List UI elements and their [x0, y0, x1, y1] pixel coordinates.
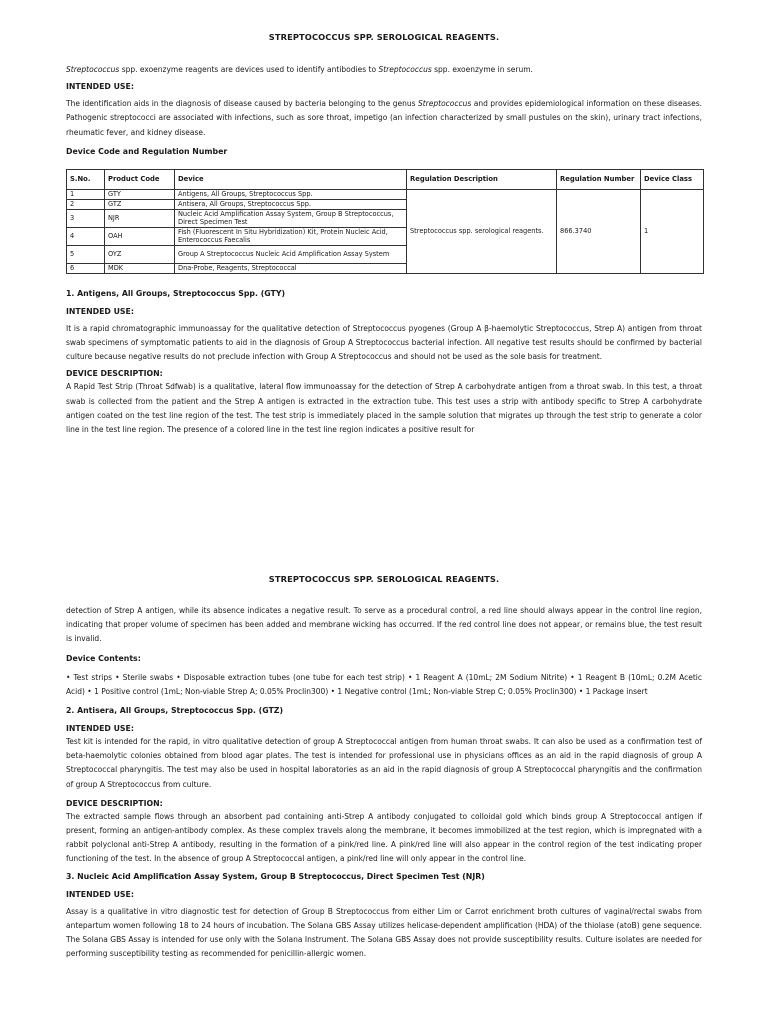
section-1-intended-use: It is a rapid chromatographic immunoassay for the qualitative detection of Streptococcus pyogenes (Group A β-haemolytic Streptococcus, Strep A) antigen from throat swab specimens of symptomatic patients to aid in the diagnosis of Group A Streptococcus bacterial infection. All negative test results should be confirmed by bacterial culture because negative results do not preclude infection with Group A Streptococcus and should not be used as the sole basis for treatment.	[66, 323, 702, 362]
cell-code: OAH	[105, 227, 175, 245]
intended-use-paragraph	[66, 97, 702, 140]
cell-device-class: 1	[641, 189, 704, 273]
cell-device: Antisera, All Groups, Streptococcus Spp.	[175, 199, 407, 209]
cell-sno: 6	[67, 263, 105, 273]
intro-paragraph	[66, 63, 702, 77]
cell-code: GTY	[105, 189, 175, 199]
section-1-description-part-2: detection of Strep A antigen, while its absence indicates a negative result. To serve as a procedural control, a red line should always appear in the control line region, indicating that proper volume of specimen has been added and membrane wicking has occurred. If the red control line does not appear, or remains blue, the test result is invalid.	[66, 606, 702, 644]
table-header-row	[67, 169, 704, 189]
cell-code: MDK	[105, 263, 175, 273]
header-device: Device	[175, 169, 407, 189]
section-3-intended-use: Assay is a qualitative in vitro diagnostic test for detection of Group B Streptococcus from either Lim or Carrot enrichment broth cultures of vaginal/rectal swabs from antepartum women following 18 to 24 hours of incubation. The Solana GBS Assay utilizes helicase-dependent amplification (HDA) of the thiolase (atoB) gene sequence. The Solana GBS Assay is intended for use only with the Solana Instrument. The Solana GBS Assay does not provide susceptibility results. Culture isolates are needed for performing susceptibility testing as recommended for penicillin-allergic women.	[66, 906, 702, 959]
page-1	[0, 0, 768, 500]
page-title: STREPTOCOCCUS SPP. SEROLOGICAL REAGENTS.	[268, 32, 500, 42]
intended-use-text-2: and provides epidemiological information on these diseases. Pathogenic streptococci are associated with infections, such as sore throat, impetigo (an infection characterized by small pustules on the skin), urinary tract infections, rheumatic fever, and kidney disease.	[66, 99, 702, 137]
cell-sno: 1	[67, 189, 105, 199]
page-2	[0, 560, 768, 1024]
section-3-heading: 3. Nucleic Acid Amplification Assay System, Group B Streptococcus, Direct Specimen Test (NJR)	[66, 871, 485, 881]
intro-italic-genus: Streptococcus	[66, 65, 120, 74]
header-product-code: Product Code	[105, 169, 175, 189]
section-1-intended-use-heading: INTENDED USE:	[66, 306, 134, 316]
intended-use-text-1: The identification aids in the diagnosis of disease caused by bacteria belonging to the genus	[66, 99, 418, 109]
section-1-contents-heading: Device Contents:	[66, 653, 141, 663]
cell-device: Dna-Probe, Reagents, Streptococcal	[175, 263, 407, 273]
cell-code: NJR	[105, 209, 175, 227]
section-2-intended-use-heading: INTENDED USE:	[66, 724, 134, 734]
cell-sno: 5	[67, 245, 105, 263]
intro-text-2: spp. exoenzyme in serum.	[431, 65, 533, 74]
cell-device: Antigens, All Groups, Streptococcus Spp.	[175, 189, 407, 199]
section-1-contents: • Test strips • Sterile swabs • Disposable extraction tubes (one tube for each test strip) • 1 Reagent A (10mL; 2M Sodium Nitrite) • 1 Reagent B (10mL; 0.2M Acetic Acid) • 1 Positive control (1mL; Non-viable Strep A; 0.05% Proclin300) • 1 Negative control (1mL; Non-viable Strep C; 0.05% Proclin300) • 1 Package insert	[66, 672, 702, 696]
cell-device: Fish (Fluorescent In Situ Hybridization) Kit, Protein Nucleic Acid, Enterococcus Faecalis	[175, 227, 407, 245]
header-sno: S.No.	[67, 169, 105, 189]
section-2-heading: 2. Antisera, All Groups, Streptococcus Spp. (GTZ)	[66, 706, 284, 716]
intended-use-heading: INTENDED USE:	[66, 82, 134, 92]
section-1-description-part-1: A Rapid Test Strip (Throat Sdfwab) is a qualitative, lateral flow immunoassay for the detection of Strep A carbohydrate antigen from a throat swab. In this test, a throat swab is collected from the patient and the Strep A antigen is extracted in the extraction tube. This test uses a strip with antibody specific to Strep A carbohydrate antigen coated on the test line region of the test. The test strip is immediately placed in the sample solution that migrates up through the test strip to generate a color line in the test line region. The presence of a colored line in the test line region indicates a positive result for	[66, 382, 702, 435]
cell-code: OYZ	[105, 245, 175, 263]
cell-code: GTZ	[105, 199, 175, 209]
section-3-intended-use-heading: INTENDED USE:	[66, 889, 134, 899]
header-regulation-number: Regulation Number	[557, 169, 641, 189]
cell-regulation-number: 866.3740	[557, 189, 641, 273]
intro-italic-genus-2: Streptococcus	[378, 65, 432, 74]
cell-device: Group A Streptococcus Nucleic Acid Amplification Assay System	[175, 245, 407, 263]
section-1-description-heading: DEVICE DESCRIPTION:	[66, 369, 163, 379]
cell-sno: 2	[67, 199, 105, 209]
page-2-content	[66, 604, 702, 961]
section-1-heading: 1. Antigens, All Groups, Streptococcus Spp. (GTY)	[66, 288, 286, 298]
intended-use-italic: Streptococcus	[417, 99, 472, 109]
section-2-description-heading: DEVICE DESCRIPTION:	[66, 798, 163, 808]
cell-regulation-description: Streptococcus spp. serological reagents.	[407, 189, 557, 273]
regulation-table	[66, 169, 704, 274]
cell-device: Nucleic Acid Amplification Assay System, Group B Streptococcus, Direct Specimen Test	[175, 209, 407, 227]
section-2-description: The extracted sample flows through an absorbent pad containing anti-Strep A antibody conjugated to colloidal gold which binds group A Streptococcal antigen if present, forming an antigen-antibody complex. As these complex travels along the membrane, it becomes immobilized at the test region, which is impregnated with a rabbit polyclonal anti-Strep A antibody, resulting in the formation of a pink/red line. A pink/red line will also appear in the control region of the test indicating proper functioning of the test. In the absence of group A Streptococcal antigen, a pink/red line will only appear in the control line.	[66, 811, 702, 864]
header-regulation-description: Regulation Description	[407, 169, 557, 189]
table-row	[67, 189, 704, 199]
intro-text-1: spp. exoenzyme reagents are devices used to identify antibodies to	[119, 65, 379, 74]
cell-sno: 4	[67, 227, 105, 245]
cell-sno: 3	[67, 209, 105, 227]
regulation-heading: Device Code and Regulation Number	[66, 146, 228, 156]
section-2-intended-use: Test kit is intended for the rapid, in vitro qualitative detection of group A Streptococcal antigen from human throat swabs. It can also be used as a confirmation test of beta-haemolytic colonies obtained from blood agar plates. The test is intended for professional use in physicians offices as an aid in the rapid diagnosis of group A Streptococcal pharyngitis. The test may also be used in hospital laboratories as an aid in the rapid diagnosis of group A Streptococcal pharyngitis and the confirmation of group A Streptococcus from culture.	[66, 737, 702, 789]
page-1-content	[66, 63, 702, 437]
header-device-class: Device Class	[641, 169, 704, 189]
page-title-repeat: STREPTOCOCCUS SPP. SEROLOGICAL REAGENTS.	[268, 574, 500, 584]
